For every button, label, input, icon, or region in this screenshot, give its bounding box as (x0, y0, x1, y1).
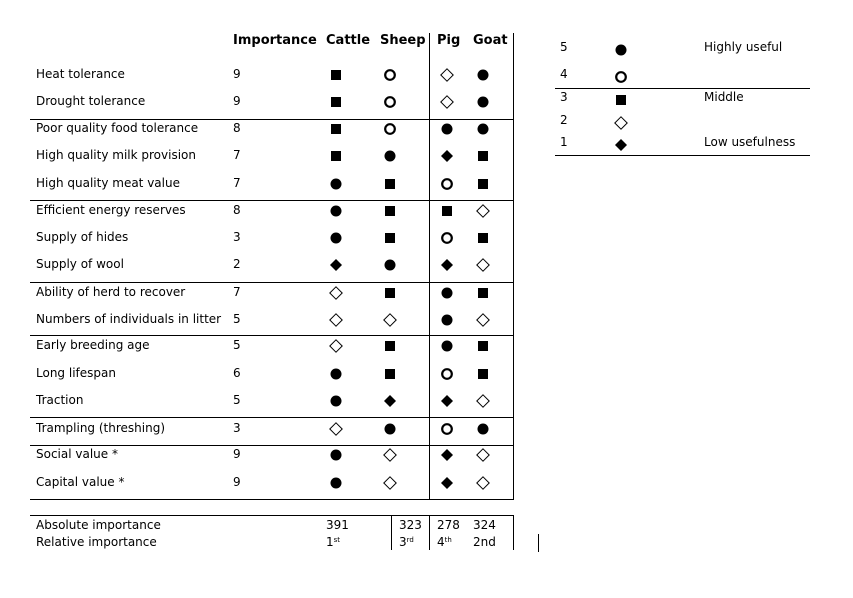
rating-cattle-open-diamond-icon (329, 313, 343, 327)
row-importance: 6 (233, 366, 241, 380)
absolute-goat: 324 (473, 518, 496, 532)
legend-score: 5 (560, 40, 568, 54)
row-label: Supply of wool (36, 257, 124, 271)
relative-importance-label: Relative importance (36, 535, 157, 549)
rating-sheep-square-icon (383, 367, 397, 381)
rating-cattle-filled-diamond-icon (329, 258, 343, 272)
rating-sheep-filled-circle-icon (383, 258, 397, 272)
rating-sheep-open-diamond-icon (383, 476, 397, 490)
legend-square-icon (614, 93, 628, 107)
header-goat: Goat (473, 33, 508, 48)
rating-cattle-filled-circle-icon (329, 367, 343, 381)
legend-label: Low usefulness (704, 135, 796, 149)
rating-cattle-filled-circle-icon (329, 394, 343, 408)
row-group-divider (30, 335, 514, 336)
rating-cattle-filled-circle-icon (329, 204, 343, 218)
rating-sheep-square-icon (383, 286, 397, 300)
text-cursor (538, 534, 539, 552)
row-importance: 9 (233, 447, 241, 461)
row-label: Poor quality food tolerance (36, 121, 199, 135)
row-importance: 7 (233, 176, 241, 190)
legend-score: 2 (560, 113, 568, 127)
row-label: Supply of hides (36, 230, 129, 244)
rating-pig-open-circle-icon (440, 177, 454, 191)
relative-cattle: 1st (326, 535, 341, 549)
row-group-divider (30, 515, 514, 516)
row-importance: 8 (233, 121, 241, 135)
row-label: Social value * (36, 447, 118, 461)
relative-pig: 4th (437, 535, 452, 549)
rating-goat-square-icon (476, 286, 490, 300)
row-label: Long lifespan (36, 366, 116, 380)
row-importance: 5 (233, 338, 241, 352)
row-importance: 5 (233, 393, 241, 407)
rating-cattle-filled-circle-icon (329, 448, 343, 462)
absolute-importance-label: Absolute importance (36, 518, 161, 532)
row-label: Trampling (threshing) (36, 421, 166, 435)
rating-pig-open-circle-icon (440, 231, 454, 245)
rating-pig-square-icon (440, 204, 454, 218)
rating-sheep-open-circle-icon (383, 95, 397, 109)
row-group-divider (30, 445, 514, 446)
rating-pig-open-diamond-icon (440, 68, 454, 82)
pig-column-divider (429, 33, 430, 499)
rating-sheep-square-icon (383, 339, 397, 353)
row-label: High quality meat value (36, 176, 180, 190)
rating-cattle-open-diamond-icon (329, 286, 343, 300)
rating-goat-filled-circle-icon (476, 68, 490, 82)
legend-divider (555, 88, 810, 89)
relative-sheep: 3rd (399, 535, 414, 549)
header-cattle: Cattle (326, 33, 371, 48)
rating-cattle-square-icon (329, 95, 343, 109)
rating-pig-filled-diamond-icon (440, 476, 454, 490)
rating-goat-open-diamond-icon (476, 394, 490, 408)
rating-cattle-filled-circle-icon (329, 476, 343, 490)
rating-sheep-open-circle-icon (383, 68, 397, 82)
rating-sheep-square-icon (383, 177, 397, 191)
rating-goat-filled-circle-icon (476, 95, 490, 109)
row-importance: 9 (233, 475, 241, 489)
rating-pig-open-circle-icon (440, 367, 454, 381)
legend-open-circle-icon (614, 70, 628, 84)
row-label: Early breeding age (36, 338, 150, 352)
row-group-divider (30, 200, 514, 201)
rating-pig-filled-circle-icon (440, 286, 454, 300)
row-label: Capital value * (36, 475, 125, 489)
rating-goat-square-icon (476, 149, 490, 163)
rating-sheep-filled-diamond-icon (383, 394, 397, 408)
row-importance: 7 (233, 285, 241, 299)
rating-sheep-filled-circle-icon (383, 422, 397, 436)
row-label: High quality milk provision (36, 148, 196, 162)
rating-pig-open-diamond-icon (440, 95, 454, 109)
rating-pig-filled-diamond-icon (440, 394, 454, 408)
rating-goat-filled-circle-icon (476, 122, 490, 136)
rating-cattle-square-icon (329, 149, 343, 163)
row-group-divider (30, 119, 514, 120)
row-group-divider (30, 417, 514, 418)
row-label: Drought tolerance (36, 94, 146, 108)
legend-label: Middle (704, 90, 744, 104)
rating-sheep-square-icon (383, 204, 397, 218)
rating-pig-filled-diamond-icon (440, 448, 454, 462)
legend-score: 4 (560, 67, 568, 81)
table-right-border (513, 33, 514, 499)
rating-goat-open-diamond-icon (476, 476, 490, 490)
rating-sheep-open-diamond-icon (383, 313, 397, 327)
rating-sheep-filled-circle-icon (383, 149, 397, 163)
row-label: Heat tolerance (36, 67, 125, 81)
row-label: Efficient energy reserves (36, 203, 186, 217)
row-importance: 8 (233, 203, 241, 217)
rating-goat-open-diamond-icon (476, 313, 490, 327)
rating-pig-filled-diamond-icon (440, 258, 454, 272)
rating-pig-open-circle-icon (440, 422, 454, 436)
rating-cattle-square-icon (329, 122, 343, 136)
legend-score: 1 (560, 135, 568, 149)
rating-goat-square-icon (476, 177, 490, 191)
row-importance: 9 (233, 67, 241, 81)
rating-goat-square-icon (476, 339, 490, 353)
rating-cattle-square-icon (329, 68, 343, 82)
rating-pig-filled-circle-icon (440, 313, 454, 327)
rating-goat-open-diamond-icon (476, 448, 490, 462)
row-importance: 3 (233, 230, 241, 244)
row-importance: 9 (233, 94, 241, 108)
totals-divider (429, 515, 430, 550)
rating-goat-filled-circle-icon (476, 422, 490, 436)
header-sheep: Sheep (380, 33, 426, 48)
relative-goat: 2nd (473, 535, 496, 549)
rating-cattle-filled-circle-icon (329, 231, 343, 245)
row-label: Traction (36, 393, 84, 407)
header-importance: Importance (233, 33, 317, 48)
row-label: Ability of herd to recover (36, 285, 186, 299)
legend-filled-circle-icon (614, 43, 628, 57)
legend-filled-diamond-icon (614, 138, 628, 152)
absolute-pig: 278 (437, 518, 460, 532)
rating-pig-filled-diamond-icon (440, 149, 454, 163)
totals-divider (513, 515, 514, 550)
totals-divider (391, 515, 392, 550)
rating-sheep-square-icon (383, 231, 397, 245)
rating-goat-open-diamond-icon (476, 204, 490, 218)
row-importance: 5 (233, 312, 241, 326)
legend-score: 3 (560, 90, 568, 104)
row-importance: 2 (233, 257, 241, 271)
legend-label: Highly useful (704, 40, 783, 54)
rating-goat-open-diamond-icon (476, 258, 490, 272)
rating-goat-square-icon (476, 231, 490, 245)
rating-sheep-open-diamond-icon (383, 448, 397, 462)
rating-goat-square-icon (476, 367, 490, 381)
row-group-divider (30, 282, 514, 283)
row-label: Numbers of individuals in litter (36, 312, 222, 326)
legend-divider (555, 155, 810, 156)
absolute-sheep: 323 (399, 518, 422, 532)
row-importance: 3 (233, 421, 241, 435)
row-importance: 7 (233, 148, 241, 162)
rating-pig-filled-circle-icon (440, 339, 454, 353)
row-group-divider (30, 499, 514, 500)
rating-cattle-filled-circle-icon (329, 177, 343, 191)
absolute-cattle: 391 (326, 518, 349, 532)
rating-cattle-open-diamond-icon (329, 422, 343, 436)
rating-pig-filled-circle-icon (440, 122, 454, 136)
rating-cattle-open-diamond-icon (329, 339, 343, 353)
legend-open-diamond-icon (614, 116, 628, 130)
rating-sheep-open-circle-icon (383, 122, 397, 136)
header-pig: Pig (437, 33, 461, 48)
